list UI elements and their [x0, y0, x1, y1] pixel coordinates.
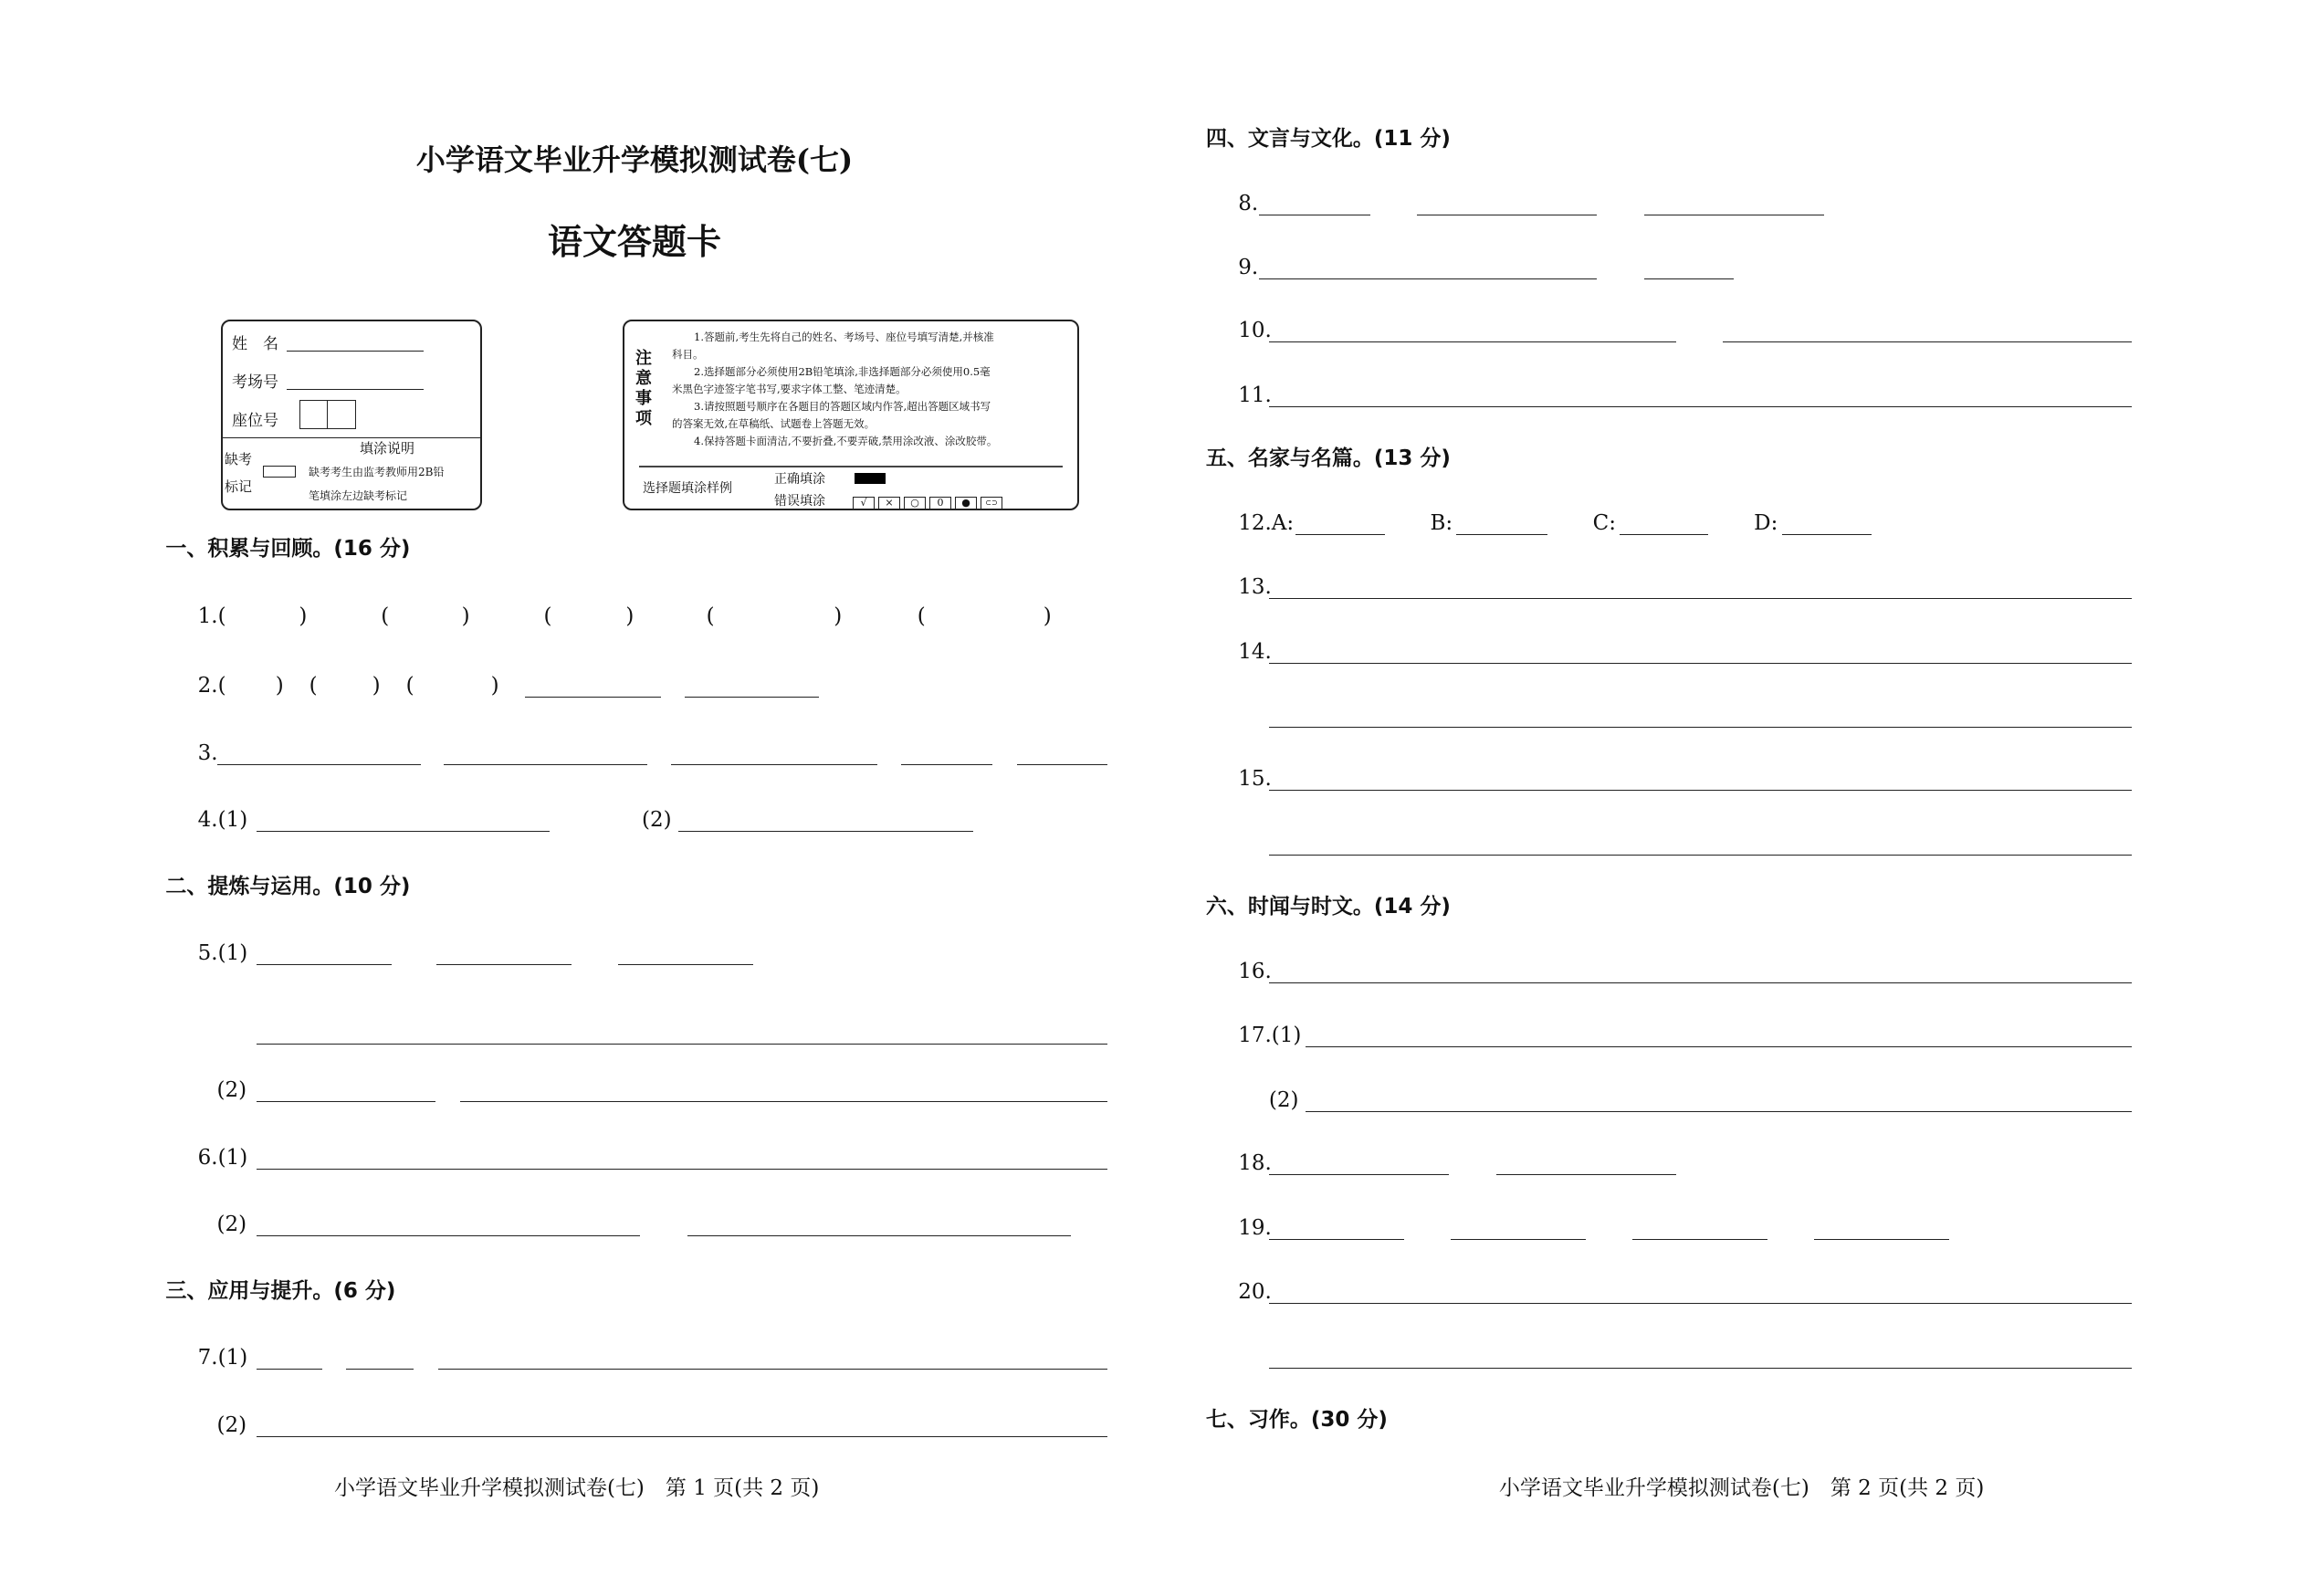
notice-item-3b: 的答案无效,在草稿纸、试题卷上答题无效。	[672, 417, 876, 430]
answer-blank[interactable]	[1269, 790, 2132, 791]
notice-item-3: 3.请按照题号顺序在各题目的答题区域内作答,超出答题区域书写	[694, 400, 991, 413]
name-label: 姓 名	[232, 335, 278, 353]
q1-paren: )	[461, 604, 470, 629]
q12-label-c: C:	[1592, 510, 1616, 535]
student-info-box	[221, 320, 482, 510]
notice-box	[623, 320, 1079, 510]
q1-paren: (	[381, 604, 390, 629]
q1-paren: (	[917, 604, 926, 629]
fill-instructions-title: 填涂说明	[360, 440, 415, 457]
wrong-mark-zero: 0	[929, 497, 951, 509]
answer-blank[interactable]	[436, 964, 572, 965]
answer-blank[interactable]	[1269, 406, 2132, 407]
notice-title: 注意事项	[635, 349, 652, 428]
absent-label: 缺考	[225, 451, 253, 467]
q8-label: 8.	[1238, 191, 1259, 215]
answer-blank[interactable]	[1295, 534, 1385, 535]
q6-sub-label: (2)	[216, 1213, 247, 1237]
answer-blank[interactable]	[525, 697, 661, 698]
q5-sub-label: (2)	[216, 1077, 247, 1102]
q1-paren: (	[543, 604, 552, 629]
absent-mark-box[interactable]	[263, 466, 296, 478]
q2-paren: )	[490, 673, 499, 698]
page-footer-1: 小学语文毕业升学模拟测试卷(七) 第 1 页(共 2 页)	[333, 1476, 820, 1501]
fill-instructions-text: 缺考考生由监考教师用2B铅	[309, 466, 445, 478]
section-heading-4: 四、文言与文化。(11 分)	[1205, 127, 1451, 152]
section-heading-1: 一、积累与回顾。(16 分)	[165, 537, 411, 562]
answer-blank[interactable]	[1269, 1303, 2132, 1304]
answer-blank[interactable]	[1620, 534, 1709, 535]
answer-blank[interactable]	[1451, 1239, 1586, 1240]
section-heading-2: 二、提炼与运用。(10 分)	[165, 874, 411, 898]
answer-blank[interactable]	[217, 764, 421, 765]
q15-label: 15.	[1238, 767, 1272, 792]
answer-blank[interactable]	[687, 1235, 1072, 1236]
q11-label: 11.	[1238, 383, 1272, 407]
q19-label: 19.	[1238, 1215, 1272, 1240]
q4-label: 4.(1)	[197, 808, 248, 833]
q1-paren: )	[625, 604, 635, 629]
answer-blank[interactable]	[257, 1101, 435, 1102]
answer-blank[interactable]	[1723, 341, 2132, 342]
section-heading-6: 六、时闻与时文。(14 分)	[1205, 895, 1451, 919]
answer-blank[interactable]	[1269, 727, 2132, 728]
correct-fill-label: 正确填涂	[774, 472, 825, 487]
answer-blank[interactable]	[671, 764, 877, 765]
answer-blank[interactable]	[1269, 1368, 2132, 1369]
answer-blank[interactable]	[1269, 982, 2132, 983]
answer-blank[interactable]	[1496, 1174, 1676, 1175]
absent-label-2: 标记	[225, 478, 253, 495]
seat-label: 座位号	[232, 412, 278, 430]
wrong-fill-label: 错误填涂	[774, 494, 825, 509]
answer-card-title: 语文答题卡	[547, 222, 721, 262]
answer-blank[interactable]	[685, 697, 820, 698]
answer-blank[interactable]	[257, 831, 550, 832]
seat-number-boxes[interactable]	[299, 400, 356, 429]
answer-blank[interactable]	[901, 764, 992, 765]
answer-blank[interactable]	[1644, 278, 1734, 279]
answer-blank[interactable]	[257, 1169, 1108, 1170]
wrong-mark-oval: ⊂⊃	[981, 497, 1002, 509]
notice-item-1b: 科目。	[672, 348, 704, 361]
q2-label: 2.(	[197, 673, 226, 698]
page-footer-2: 小学语文毕业升学模拟测试卷(七) 第 2 页(共 2 页)	[1498, 1476, 1985, 1501]
exam-room-label: 考场号	[232, 373, 278, 392]
wrong-fill-samples	[853, 493, 1006, 511]
q1-paren: )	[1043, 604, 1052, 629]
q10-label: 10.	[1238, 319, 1272, 343]
answer-blank[interactable]	[1814, 1239, 1949, 1240]
answer-blank[interactable]	[257, 964, 392, 965]
q1-label: 1.(	[197, 604, 226, 629]
answer-blank[interactable]	[1269, 1239, 1404, 1240]
q2-paren: (	[405, 673, 414, 698]
q1-paren: (	[706, 604, 715, 629]
answer-blank[interactable]	[678, 831, 973, 832]
answer-blank[interactable]	[1782, 534, 1872, 535]
example-label: 选择题填涂样例	[643, 481, 732, 496]
q9-label: 9.	[1238, 256, 1259, 280]
q13-label: 13.	[1238, 575, 1272, 600]
q14-label: 14.	[1238, 639, 1272, 664]
answer-blank[interactable]	[1269, 341, 1676, 342]
answer-blank[interactable]	[444, 764, 647, 765]
q12-label-d: D:	[1754, 510, 1778, 535]
q2-paren: (	[309, 673, 318, 698]
q6-label: 6.(1)	[197, 1145, 248, 1170]
notice-item-2b: 米黑色字迹签字笔书写,要求字体工整、笔迹清楚。	[672, 383, 907, 395]
answer-blank[interactable]	[1306, 1046, 2132, 1047]
q2-paren: )	[372, 673, 381, 698]
q17-sub-label: (2)	[1268, 1087, 1299, 1112]
q7-sub-label: (2)	[216, 1413, 247, 1438]
q17-label: 17.(1)	[1238, 1024, 1302, 1048]
page-title: 小学语文毕业升学模拟测试卷(七)	[415, 142, 854, 177]
q4-sub-label: (2)	[641, 808, 672, 833]
answer-blank[interactable]	[618, 964, 753, 965]
correct-fill-sample	[855, 473, 886, 484]
notice-item-2: 2.选择题部分必须使用2B铅笔填涂,非选择题部分必须使用0.5毫	[694, 365, 991, 378]
q12-label-a: 12.A:	[1238, 510, 1295, 535]
answer-blank[interactable]	[1259, 278, 1598, 279]
answer-blank[interactable]	[1269, 1174, 1449, 1175]
wrong-mark-dot: ●	[955, 497, 977, 509]
q5-label: 5.(1)	[197, 941, 248, 966]
answer-blank[interactable]	[257, 1044, 1108, 1045]
name-field[interactable]	[287, 351, 424, 352]
wrong-mark-cross: ×	[878, 497, 900, 509]
answer-blank[interactable]	[257, 1369, 322, 1370]
q2-paren: )	[275, 673, 284, 698]
q3-label: 3.	[197, 740, 218, 765]
wrong-mark-circle: ○	[904, 497, 926, 509]
answer-blank[interactable]	[346, 1369, 414, 1370]
q20-label: 20.	[1238, 1280, 1272, 1305]
wrong-mark-check: √	[853, 497, 875, 509]
notice-item-4: 4.保持答题卡面清洁,不要折叠,不要弄破,禁用涂改液、涂改胶带。	[694, 435, 998, 447]
answer-blank[interactable]	[1456, 534, 1547, 535]
q1-paren: )	[834, 604, 843, 629]
section-heading-7: 七、习作。(30 分)	[1205, 1407, 1388, 1432]
q7-label: 7.(1)	[197, 1346, 248, 1370]
q16-label: 16.	[1238, 959, 1272, 983]
fill-instructions-text-2: 笔填涂左边缺考标记	[309, 489, 408, 502]
answer-blank[interactable]	[460, 1101, 1107, 1102]
answer-blank[interactable]	[1269, 598, 2132, 599]
answer-blank[interactable]	[1017, 764, 1108, 765]
exam-room-field[interactable]	[287, 389, 424, 390]
answer-blank[interactable]	[257, 1235, 641, 1236]
section-heading-3: 三、应用与提升。(6 分)	[165, 1278, 396, 1303]
answer-blank[interactable]	[1269, 855, 2132, 856]
answer-blank[interactable]	[438, 1369, 1107, 1370]
q1-paren: )	[299, 604, 308, 629]
section-heading-5: 五、名家与名篇。(13 分)	[1205, 446, 1451, 470]
notice-item-1: 1.答题前,考生先将自己的姓名、考场号、座位号填写清楚,并核准	[694, 331, 994, 343]
answer-blank[interactable]	[257, 1436, 1108, 1437]
answer-blank[interactable]	[1306, 1111, 2132, 1112]
q18-label: 18.	[1238, 1150, 1272, 1175]
answer-blank[interactable]	[1269, 663, 2132, 664]
answer-blank[interactable]	[1632, 1239, 1767, 1240]
q12-label-b: B:	[1430, 510, 1453, 535]
